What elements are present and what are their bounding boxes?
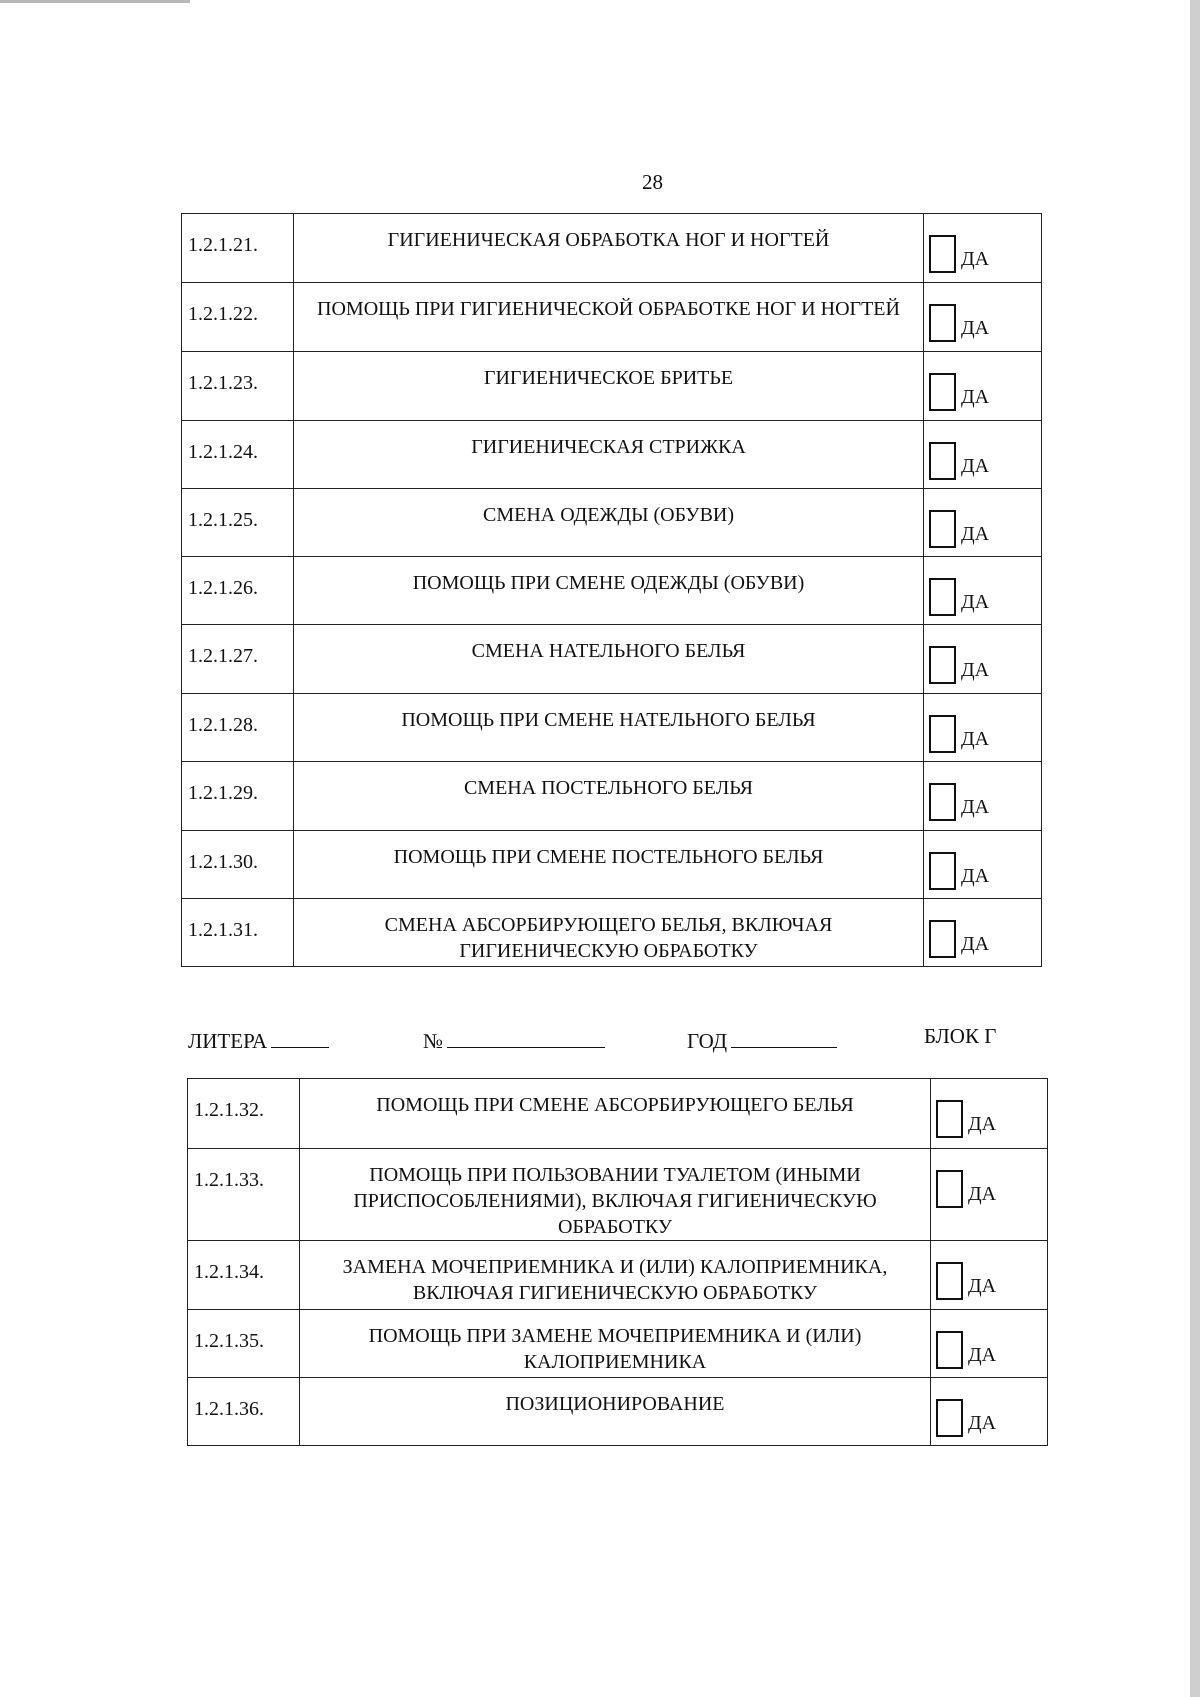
item-code: 1.2.1.23. [182, 352, 294, 421]
yes-label: ДА [961, 248, 990, 270]
number-field [423, 1027, 605, 1054]
year-label: ГОД [687, 1029, 728, 1053]
yes-label: ДА [961, 317, 990, 339]
table-row [182, 283, 1042, 352]
yes-checkbox[interactable] [936, 1262, 963, 1300]
litera-field [188, 1027, 329, 1054]
check-cell [924, 625, 1042, 694]
item-code: 1.2.1.22. [182, 283, 294, 352]
table-row [182, 214, 1042, 283]
check-cell [924, 489, 1042, 557]
table-row [182, 899, 1042, 967]
item-description: ПОМОЩЬ ПРИ ГИГИЕНИЧЕСКОЙ ОБРАБОТКЕ НОГ И НОГТЕЙ [294, 283, 924, 352]
check-cell [924, 557, 1042, 625]
services-table-bottom [187, 1078, 1048, 1446]
item-code: 1.2.1.28. [182, 694, 294, 762]
check-cell [931, 1149, 1048, 1241]
check-cell [924, 421, 1042, 489]
yes-label: ДА [968, 1113, 997, 1135]
item-code: 1.2.1.36. [188, 1378, 300, 1446]
yes-label: ДА [968, 1183, 997, 1205]
yes-checkbox[interactable] [936, 1170, 963, 1208]
check-cell [924, 352, 1042, 421]
block-label: БЛОК Г [924, 1024, 997, 1048]
item-description: ПОМОЩЬ ПРИ СМЕНЕ ПОСТЕЛЬНОГО БЕЛЬЯ [294, 831, 924, 899]
page-number: 28 [642, 170, 663, 194]
item-description: ПОМОЩЬ ПРИ СМЕНЕ НАТЕЛЬНОГО БЕЛЬЯ [294, 694, 924, 762]
number-input-line[interactable] [447, 1027, 605, 1048]
item-code: 1.2.1.21. [182, 214, 294, 283]
check-cell [931, 1310, 1048, 1378]
yes-label: ДА [961, 659, 990, 681]
item-code: 1.2.1.29. [182, 762, 294, 831]
table-row [188, 1378, 1048, 1446]
yes-checkbox[interactable] [929, 304, 956, 342]
item-description: ГИГИЕНИЧЕСКАЯ ОБРАБОТКА НОГ И НОГТЕЙ [294, 214, 924, 283]
yes-label: ДА [961, 865, 990, 887]
yes-checkbox[interactable] [929, 852, 956, 890]
check-cell [924, 214, 1042, 283]
yes-label: ДА [961, 386, 990, 408]
scan-edge-right [1190, 0, 1200, 1697]
yes-checkbox[interactable] [929, 646, 956, 684]
litera-input-line[interactable] [271, 1027, 329, 1048]
item-description: ПОМОЩЬ ПРИ ПОЛЬЗОВАНИИ ТУАЛЕТОМ (ИНЫМИ ПРИСПОСОБЛЕНИЯМИ), ВКЛЮЧАЯ ГИГИЕНИЧЕСКУЮ ОБРАБОТКУ [300, 1149, 931, 1241]
table-row [188, 1149, 1048, 1241]
table-row [188, 1241, 1048, 1310]
yes-checkbox[interactable] [929, 373, 956, 411]
check-cell [924, 694, 1042, 762]
litera-label: ЛИТЕРА [188, 1029, 268, 1053]
item-description: ПОМОЩЬ ПРИ СМЕНЕ АБСОРБИРУЮЩЕГО БЕЛЬЯ [300, 1079, 931, 1149]
year-field [687, 1027, 837, 1054]
yes-checkbox[interactable] [929, 715, 956, 753]
yes-checkbox[interactable] [929, 920, 956, 958]
check-cell [924, 899, 1042, 967]
table-row [182, 762, 1042, 831]
table-row [182, 557, 1042, 625]
check-cell [924, 831, 1042, 899]
table-row [188, 1079, 1048, 1149]
yes-checkbox[interactable] [936, 1399, 963, 1437]
yes-label: ДА [961, 523, 990, 545]
item-code: 1.2.1.26. [182, 557, 294, 625]
year-input-line[interactable] [731, 1027, 837, 1048]
services-table-top [181, 213, 1042, 967]
yes-label: ДА [961, 591, 990, 613]
yes-checkbox[interactable] [929, 510, 956, 548]
yes-label: ДА [961, 933, 990, 955]
item-description: ГИГИЕНИЧЕСКОЕ БРИТЬЕ [294, 352, 924, 421]
check-cell [931, 1079, 1048, 1149]
item-code: 1.2.1.32. [188, 1079, 300, 1149]
item-code: 1.2.1.33. [188, 1149, 300, 1241]
yes-label: ДА [961, 796, 990, 818]
yes-checkbox[interactable] [929, 235, 956, 273]
check-cell [931, 1378, 1048, 1446]
item-description: СМЕНА АБСОРБИРУЮЩЕГО БЕЛЬЯ, ВКЛЮЧАЯ ГИГИЕНИЧЕСКУЮ ОБРАБОТКУ [294, 899, 924, 967]
table-row [182, 421, 1042, 489]
item-description: СМЕНА ПОСТЕЛЬНОГО БЕЛЬЯ [294, 762, 924, 831]
yes-checkbox[interactable] [929, 578, 956, 616]
scan-edge-top [0, 0, 190, 3]
table-row [188, 1310, 1048, 1378]
yes-label: ДА [961, 455, 990, 477]
check-cell [931, 1241, 1048, 1310]
item-description: ПОМОЩЬ ПРИ СМЕНЕ ОДЕЖДЫ (ОБУВИ) [294, 557, 924, 625]
yes-label: ДА [968, 1275, 997, 1297]
table-row [182, 694, 1042, 762]
item-code: 1.2.1.30. [182, 831, 294, 899]
item-code: 1.2.1.35. [188, 1310, 300, 1378]
item-description: ГИГИЕНИЧЕСКАЯ СТРИЖКА [294, 421, 924, 489]
yes-checkbox[interactable] [936, 1331, 963, 1369]
table-row [182, 625, 1042, 694]
item-code: 1.2.1.27. [182, 625, 294, 694]
item-code: 1.2.1.25. [182, 489, 294, 557]
yes-label: ДА [961, 728, 990, 750]
yes-checkbox[interactable] [936, 1100, 963, 1138]
item-description: ПОЗИЦИОНИРОВАНИЕ [300, 1378, 931, 1446]
check-cell [924, 283, 1042, 352]
check-cell [924, 762, 1042, 831]
item-code: 1.2.1.34. [188, 1241, 300, 1310]
item-description: СМЕНА НАТЕЛЬНОГО БЕЛЬЯ [294, 625, 924, 694]
block-header [188, 1024, 1028, 1057]
table-row [182, 489, 1042, 557]
yes-label: ДА [968, 1412, 997, 1434]
number-label: № [423, 1029, 444, 1053]
item-description: ПОМОЩЬ ПРИ ЗАМЕНЕ МОЧЕПРИЕМНИКА И (ИЛИ) КАЛОПРИЕМНИКА [300, 1310, 931, 1378]
yes-label: ДА [968, 1344, 997, 1366]
yes-checkbox[interactable] [929, 783, 956, 821]
item-description: ЗАМЕНА МОЧЕПРИЕМНИКА И (ИЛИ) КАЛОПРИЕМНИКА, ВКЛЮЧАЯ ГИГИЕНИЧЕСКУЮ ОБРАБОТКУ [300, 1241, 931, 1310]
item-code: 1.2.1.31. [182, 899, 294, 967]
table-row [182, 831, 1042, 899]
item-description: СМЕНА ОДЕЖДЫ (ОБУВИ) [294, 489, 924, 557]
table-row [182, 352, 1042, 421]
yes-checkbox[interactable] [929, 442, 956, 480]
item-code: 1.2.1.24. [182, 421, 294, 489]
